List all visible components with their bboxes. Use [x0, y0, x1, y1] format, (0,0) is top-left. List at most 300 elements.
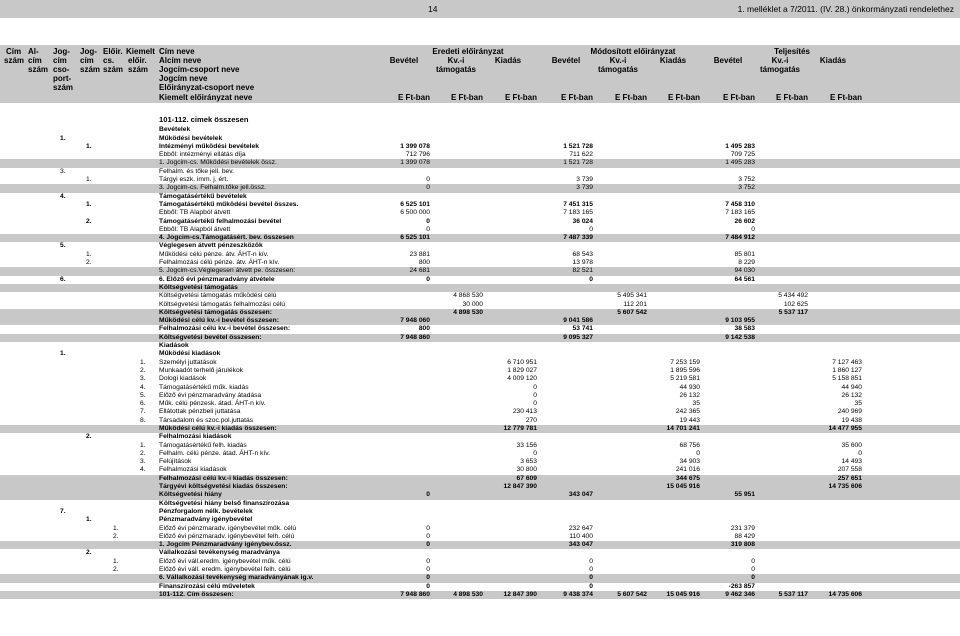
row-value: 102 625 — [783, 300, 808, 308]
row-code: 6. — [140, 400, 146, 408]
table-header — [0, 45, 960, 103]
header-col-jogcim-3: szám — [80, 65, 101, 74]
row-label: Társadalom és szoc.pol.juttatás — [159, 416, 254, 424]
row-label: Költségvetési támogatás felhalmozási célú — [159, 300, 286, 308]
row-code: 4. — [60, 192, 66, 200]
row-value: 7 183 165 — [725, 209, 755, 217]
row-value: 5 537 117 — [778, 308, 808, 316]
row-value: 0 — [426, 184, 430, 192]
row-value: 3 739 — [576, 184, 593, 192]
table-row — [0, 392, 960, 400]
header-kvi-2: Kv.-i — [609, 56, 627, 65]
row-value: 7 253 159 — [670, 358, 700, 366]
row-label: Felhalmozási célú pénze. átv. ÁHT-n kív. — [159, 259, 280, 267]
row-label: Előző évi pénzmaradv. igénybevétel műk. célú — [159, 524, 297, 532]
table-body — [0, 116, 960, 599]
row-value: 23 881 — [409, 250, 430, 258]
table-row — [0, 168, 960, 176]
row-value: 9 142 538 — [725, 333, 755, 341]
row-label: Pénzmaradvány igénybevétel — [159, 516, 253, 524]
table-row — [0, 276, 960, 284]
row-label: Ebből: TB Alapból átvett — [159, 225, 231, 233]
row-value: 14 735 606 — [828, 483, 862, 491]
row-code: 1. — [86, 516, 92, 524]
row-code: 2. — [113, 566, 119, 574]
row-value: 12 847 390 — [503, 483, 537, 491]
header-name-3: Jogcím-csoport neve — [159, 65, 240, 74]
row-value: 9 103 955 — [725, 317, 755, 325]
row-value: 0 — [696, 449, 700, 457]
row-value: 35 — [854, 400, 862, 408]
table-row — [0, 350, 960, 358]
row-value: 800 — [418, 259, 430, 267]
header-col-jogcim-2: cím — [80, 56, 94, 65]
row-code: 2. — [140, 449, 146, 457]
row-value: 9 095 327 — [563, 333, 593, 341]
row-value: 232 647 — [568, 524, 593, 532]
row-value: 26 132 — [841, 391, 862, 399]
row-value: 7 948 860 — [400, 590, 430, 598]
table-row — [0, 267, 960, 275]
table-row — [0, 400, 960, 408]
row-label: Költségvetési támogatás — [159, 283, 238, 291]
header-col-jcs-5: szám — [53, 83, 74, 92]
row-value: 231 379 — [730, 524, 755, 532]
row-label: Munkaadót terhelő járulékok — [159, 366, 244, 374]
row-label: Kiadások — [159, 342, 189, 350]
header-col-eloir-3: szám — [103, 65, 124, 74]
row-value: 68 756 — [679, 441, 700, 449]
row-value: 94 030 — [734, 267, 755, 275]
row-code: 3. — [140, 458, 146, 466]
table-row — [0, 367, 960, 375]
header-kiadas-2: Kiadás — [659, 56, 687, 65]
header-name-5: Előirányzat-csoport neve — [159, 83, 255, 92]
row-label: Műk. célú pénzesk. átad. ÁHT-n kív. — [159, 400, 266, 408]
row-value: 0 — [533, 383, 537, 391]
row-value: 1 521 728 — [563, 159, 593, 167]
row-label: 6. Vállalkozási tevékenység maradványának ig.v. — [159, 574, 314, 582]
row-value: 5 219 581 — [670, 375, 700, 383]
row-label: Költségvetési hiány belső finanszírozása — [159, 499, 290, 507]
header-kiadas-1: Kiadás — [494, 56, 522, 65]
row-value: 112 201 — [623, 300, 647, 308]
table-row — [0, 500, 960, 508]
row-label: Felhalmozási célú kv.-i kiadás összesen: — [159, 474, 288, 482]
header-col-kiemelt-1: Kiemelt — [126, 47, 155, 56]
table-row — [0, 491, 960, 499]
table-row — [0, 226, 960, 234]
row-label: Ellátottak pénzbeli juttatása — [159, 408, 241, 416]
row-value: 0 — [751, 557, 755, 565]
row-value: 19 438 — [841, 416, 862, 424]
row-value: 15 045 916 — [666, 590, 700, 598]
table-row — [0, 251, 960, 259]
row-value: 7 183 165 — [563, 209, 593, 217]
row-value: 53 741 — [572, 325, 593, 333]
row-value: 7 458 310 — [725, 200, 755, 208]
row-value: 3 752 — [738, 184, 755, 192]
row-code: 1. — [86, 176, 92, 184]
row-label: Előző évi pénzmaradv. igénybevétel felh. célú — [159, 532, 295, 540]
row-value: 7 451 315 — [563, 200, 593, 208]
row-label: Ebből: TB Alapból átvett — [159, 209, 231, 217]
table-row — [0, 116, 960, 124]
row-value: 4 898 530 — [453, 308, 483, 316]
row-label: 1. Jogcim Pénzmaradvány igénybev.össz. — [159, 541, 292, 549]
row-label: Költségvetési bevétel összesen: — [159, 333, 262, 341]
table-row — [0, 242, 960, 250]
table-row — [0, 525, 960, 533]
row-label: Támogatásértékű műk. kiadás — [159, 383, 249, 391]
table-row — [0, 334, 960, 342]
table-row — [0, 159, 960, 167]
row-value: 240 969 — [837, 408, 862, 416]
row-value: 0 — [426, 491, 430, 499]
row-value: 88 429 — [734, 532, 755, 540]
table-row — [0, 533, 960, 541]
row-value: 0 — [426, 566, 430, 574]
table-row — [0, 558, 960, 566]
row-label: Felújítások — [159, 458, 192, 466]
row-code: 3. — [60, 167, 66, 175]
row-code: 1. — [113, 524, 119, 532]
header-name-4: Jogcím neve — [159, 74, 208, 83]
header-kvi-3: Kv.-i — [771, 56, 789, 65]
row-code: 2. — [86, 549, 92, 557]
table-row — [0, 325, 960, 333]
row-value: 230 413 — [512, 408, 537, 416]
table-row — [0, 450, 960, 458]
row-value: 0 — [426, 574, 430, 582]
row-label: Előző évi váll. eredm. igénybevétel felh. célú — [159, 566, 291, 574]
row-label: Előző évi pénzmaradvány átadása — [159, 391, 262, 399]
row-value: 44 930 — [679, 383, 700, 391]
header-tamogatas-3: támogatás — [759, 65, 801, 74]
table-row — [0, 342, 960, 350]
table-row — [0, 359, 960, 367]
table-row — [0, 292, 960, 300]
header-col-cim-1: Cím — [6, 47, 22, 56]
row-code: 7. — [140, 408, 146, 416]
table-row — [0, 184, 960, 192]
row-value: 343 047 — [568, 541, 593, 549]
header-unit-2: E Ft-ban — [451, 93, 483, 102]
row-code: 2. — [86, 217, 92, 225]
row-label: Tárgyi eszk. imm. j. ért. — [159, 176, 229, 184]
row-value: 26 132 — [679, 391, 700, 399]
row-value: 0 — [426, 275, 430, 283]
row-value: 6 500 000 — [400, 209, 430, 217]
row-value: 1 860 127 — [832, 366, 862, 374]
row-value: 207 558 — [837, 466, 862, 474]
row-value: 0 — [426, 524, 430, 532]
row-code: 4. — [140, 466, 146, 474]
table-row — [0, 309, 960, 317]
table-row — [0, 201, 960, 209]
header-col-kiemelt-2: előir. — [128, 56, 147, 65]
header-unit-6: E Ft-ban — [668, 93, 700, 102]
row-label: Ebből: intézményi ellátás díja — [159, 151, 246, 159]
row-value: 0 — [426, 225, 430, 233]
row-label: Felhalmozási célú kv.-i bevétel összesen: — [159, 325, 291, 333]
row-value: 1 521 728 — [563, 142, 593, 150]
row-value: 5 434 492 — [778, 292, 808, 300]
row-value: 26 602 — [734, 217, 755, 225]
row-value: 3 752 — [738, 176, 755, 184]
table-row — [0, 209, 960, 217]
header-col-eloir-2: cs. — [103, 56, 115, 65]
row-label: 101-112. cimek összesen — [159, 115, 249, 124]
header-kvi-1: Kv.-i — [447, 56, 465, 65]
header-kiadas-3: Kiadás — [819, 56, 847, 65]
header-col-jcs-3: cso- — [53, 65, 70, 74]
header-group-teljesites: Teljesítés — [774, 47, 810, 56]
row-label: Működési célú kv.-i bevétel összesen: — [159, 317, 279, 325]
row-label: Támogatásértékű felhalmozási bevétel — [159, 217, 282, 225]
row-label: Vállalkozási tevékenység maradványa — [159, 549, 280, 557]
header-unit-5: E Ft-ban — [615, 93, 647, 102]
row-value: 6 710 951 — [507, 358, 537, 366]
row-value: 712 796 — [405, 151, 430, 159]
row-value: 14 477 955 — [828, 424, 862, 432]
row-code: 2. — [140, 366, 146, 374]
row-value: 1 399 078 — [400, 159, 430, 167]
row-value: 24 681 — [409, 267, 430, 275]
row-label: Működési célú pénze. átv. ÁHT-n kív. — [159, 250, 269, 258]
row-value: 242 365 — [675, 408, 700, 416]
row-value: 0 — [589, 566, 593, 574]
row-value: 5 537 117 — [778, 590, 808, 598]
row-value: 0 — [426, 541, 430, 549]
row-code: 2. — [86, 259, 92, 267]
row-value: 9 438 374 — [563, 590, 593, 598]
row-value: 0 — [426, 176, 430, 184]
row-value: 6 525 101 — [400, 200, 430, 208]
row-value: 0 — [533, 391, 537, 399]
header-bevetel-1: Bevétel — [389, 56, 419, 65]
row-value: 0 — [751, 566, 755, 574]
row-label: Tárgyévi költségvetési kiadás összesen: — [159, 483, 288, 491]
row-value: 0 — [533, 400, 537, 408]
row-label: 101-112. Cím összesen: — [159, 590, 234, 598]
table-row — [0, 151, 960, 159]
row-label: Pénzforgalom nélk. bevételek — [159, 507, 253, 515]
row-value: 709 725 — [730, 151, 755, 159]
table-row — [0, 384, 960, 392]
row-label: Működési kiadások — [159, 350, 221, 358]
table-row — [0, 541, 960, 549]
row-value: 241 016 — [675, 466, 700, 474]
row-value: 67 609 — [516, 474, 537, 482]
row-value: 55 951 — [734, 491, 755, 499]
header-col-eloir-1: Előir. — [103, 47, 123, 56]
row-label: Intézményi működési bevételek — [159, 142, 259, 150]
row-code: 1. — [86, 200, 92, 208]
row-value: 19 443 — [679, 416, 700, 424]
table-row — [0, 234, 960, 242]
table-row — [0, 259, 960, 267]
table-row — [0, 591, 960, 599]
row-label: Támogatásértékű bevételek — [159, 192, 247, 200]
header-name-2: Alcím neve — [159, 56, 202, 65]
table-row — [0, 508, 960, 516]
row-value: 14 701 241 — [666, 424, 700, 432]
table-row — [0, 483, 960, 491]
row-value: 3 739 — [576, 176, 593, 184]
row-value: 14 735 606 — [828, 590, 862, 598]
header-bevetel-3: Bevétel — [713, 56, 743, 65]
row-value: 14 493 — [841, 458, 862, 466]
row-value: 319 808 — [730, 541, 755, 549]
header-bevetel-2: Bevétel — [551, 56, 581, 65]
row-label: Működési célú kv.-i kiadás összesen: — [159, 424, 277, 432]
row-code: 2. — [113, 532, 119, 540]
row-value: 7 487 339 — [563, 234, 593, 242]
row-label: Dologi kiadások — [159, 375, 207, 383]
table-row — [0, 574, 960, 582]
table-row — [0, 549, 960, 557]
row-label: Véglegesen átvett pénzeszközök — [159, 242, 263, 250]
row-label: Költségvetési támogatás működési célú — [159, 292, 277, 300]
row-code: 7. — [60, 507, 66, 515]
row-value: 7 127 463 — [832, 358, 862, 366]
header-col-cim-2: szám — [4, 56, 25, 65]
row-label: Finanszírozási célú műveletek — [159, 582, 255, 590]
table-row — [0, 417, 960, 425]
row-value: 0 — [589, 574, 593, 582]
row-label: Személyi juttatások — [159, 358, 217, 366]
row-value: 12 779 781 — [503, 424, 537, 432]
table-row — [0, 143, 960, 151]
row-value: 9 462 346 — [725, 590, 755, 598]
row-value: 7 948 860 — [400, 333, 430, 341]
header-col-alcim-1: Al- — [28, 47, 39, 56]
row-code: 1. — [60, 350, 66, 358]
row-code: 4. — [140, 383, 146, 391]
row-label: Támogatásértékű felh. kiadás — [159, 441, 247, 449]
row-value: 38 583 — [734, 325, 755, 333]
row-value: 13 978 — [572, 259, 593, 267]
header-col-alcim-3: szám — [28, 65, 49, 74]
row-value: 4 868 530 — [453, 292, 483, 300]
row-code: 1. — [60, 134, 66, 142]
row-label: Költségvetési hiány — [159, 491, 222, 499]
row-value: 0 — [426, 532, 430, 540]
row-label: Előző évi váll.eredm. igénybevétel műk. célú — [159, 557, 291, 565]
row-value: 257 651 — [837, 474, 862, 482]
row-value: 35 — [692, 400, 700, 408]
table-row — [0, 516, 960, 524]
header-unit-7: E Ft-ban — [723, 93, 755, 102]
row-value: 7 484 912 — [725, 234, 755, 242]
row-value: 0 — [426, 557, 430, 565]
table-row — [0, 583, 960, 591]
header-name-6: Kiemelt előirányzat neve — [159, 93, 253, 102]
row-value: 8 229 — [738, 259, 755, 267]
row-value: 0 — [589, 225, 593, 233]
row-value: 6 525 101 — [400, 234, 430, 242]
table-row — [0, 218, 960, 226]
row-value: 1 495 283 — [725, 159, 755, 167]
row-value: 4 009 120 — [507, 375, 537, 383]
row-code: 1. — [86, 250, 92, 258]
row-label: Költségvetési támogatás összesen: — [159, 308, 272, 316]
row-value: 44 940 — [841, 383, 862, 391]
row-code: 5. — [60, 242, 66, 250]
row-value: 30 000 — [462, 300, 483, 308]
table-row — [0, 466, 960, 474]
row-value: 0 — [533, 449, 537, 457]
row-value: 33 156 — [516, 441, 537, 449]
table-row — [0, 566, 960, 574]
row-value: 85 801 — [734, 250, 755, 258]
header-col-jcs-1: Jog- — [53, 47, 70, 56]
table-row — [0, 284, 960, 292]
table-row — [0, 375, 960, 383]
row-label: Bevételek — [159, 126, 191, 134]
row-value: 0 — [426, 582, 430, 590]
row-code: 2. — [86, 433, 92, 441]
row-code: 1. — [140, 441, 146, 449]
row-value: 5 158 851 — [832, 375, 862, 383]
row-value: 34 903 — [679, 458, 700, 466]
header-name-1: Cím neve — [159, 47, 195, 56]
row-value: 0 — [589, 557, 593, 565]
page-number: 14 — [428, 4, 438, 14]
row-value: -263 857 — [728, 582, 755, 590]
table-row — [0, 458, 960, 466]
row-value: 800 — [418, 325, 430, 333]
header-col-jcs-4: port- — [53, 74, 72, 83]
row-label: Felhalmozási kiadások — [159, 466, 227, 474]
table-row — [0, 126, 960, 134]
row-value: 3 653 — [520, 458, 537, 466]
header-tamogatas-1: támogatás — [435, 65, 477, 74]
header-unit-9: E Ft-ban — [830, 93, 862, 102]
row-value: 15 045 916 — [666, 483, 700, 491]
table-row — [0, 301, 960, 309]
table-row — [0, 408, 960, 416]
annex-reference: 1. melléklet a 7/2011. (IV. 28.) önkormányzati rendelethez — [737, 4, 954, 14]
page-top-bar — [0, 0, 960, 18]
table-row — [0, 176, 960, 184]
header-unit-4: E Ft-ban — [561, 93, 593, 102]
row-code: 6. — [60, 275, 66, 283]
row-value: 5 607 542 — [617, 308, 647, 316]
row-value: 36 024 — [572, 217, 593, 225]
row-value: 82 521 — [572, 267, 593, 275]
row-label: Támogatásértékű működési bevétel összes. — [159, 200, 299, 208]
header-col-alcim-2: cím — [28, 56, 42, 65]
header-col-kiemelt-3: szám — [128, 65, 149, 74]
header-tamogatas-2: támogatás — [597, 65, 639, 74]
row-value: 343 047 — [568, 491, 593, 499]
row-label: 3. Jogcim-cs. Felhalm.tőke jell.össz. — [159, 184, 267, 192]
header-group-eredeti: Eredeti előirányzat — [432, 47, 504, 56]
row-value: 35 600 — [841, 441, 862, 449]
table-row — [0, 475, 960, 483]
row-value: 68 543 — [572, 250, 593, 258]
row-label: 4. Jogcim-cs.Támogatásért. bev. összesen — [159, 234, 294, 242]
row-label: 1. Jogcim-cs. Működési bevételek össz. — [159, 159, 277, 167]
row-value: 711 622 — [569, 151, 593, 159]
header-unit-3: E Ft-ban — [505, 93, 537, 102]
row-code: 5. — [140, 391, 146, 399]
row-value: 0 — [426, 217, 430, 225]
row-label: Felhalm. és tőke jell. bev. — [159, 167, 234, 175]
row-value: 344 675 — [675, 474, 700, 482]
